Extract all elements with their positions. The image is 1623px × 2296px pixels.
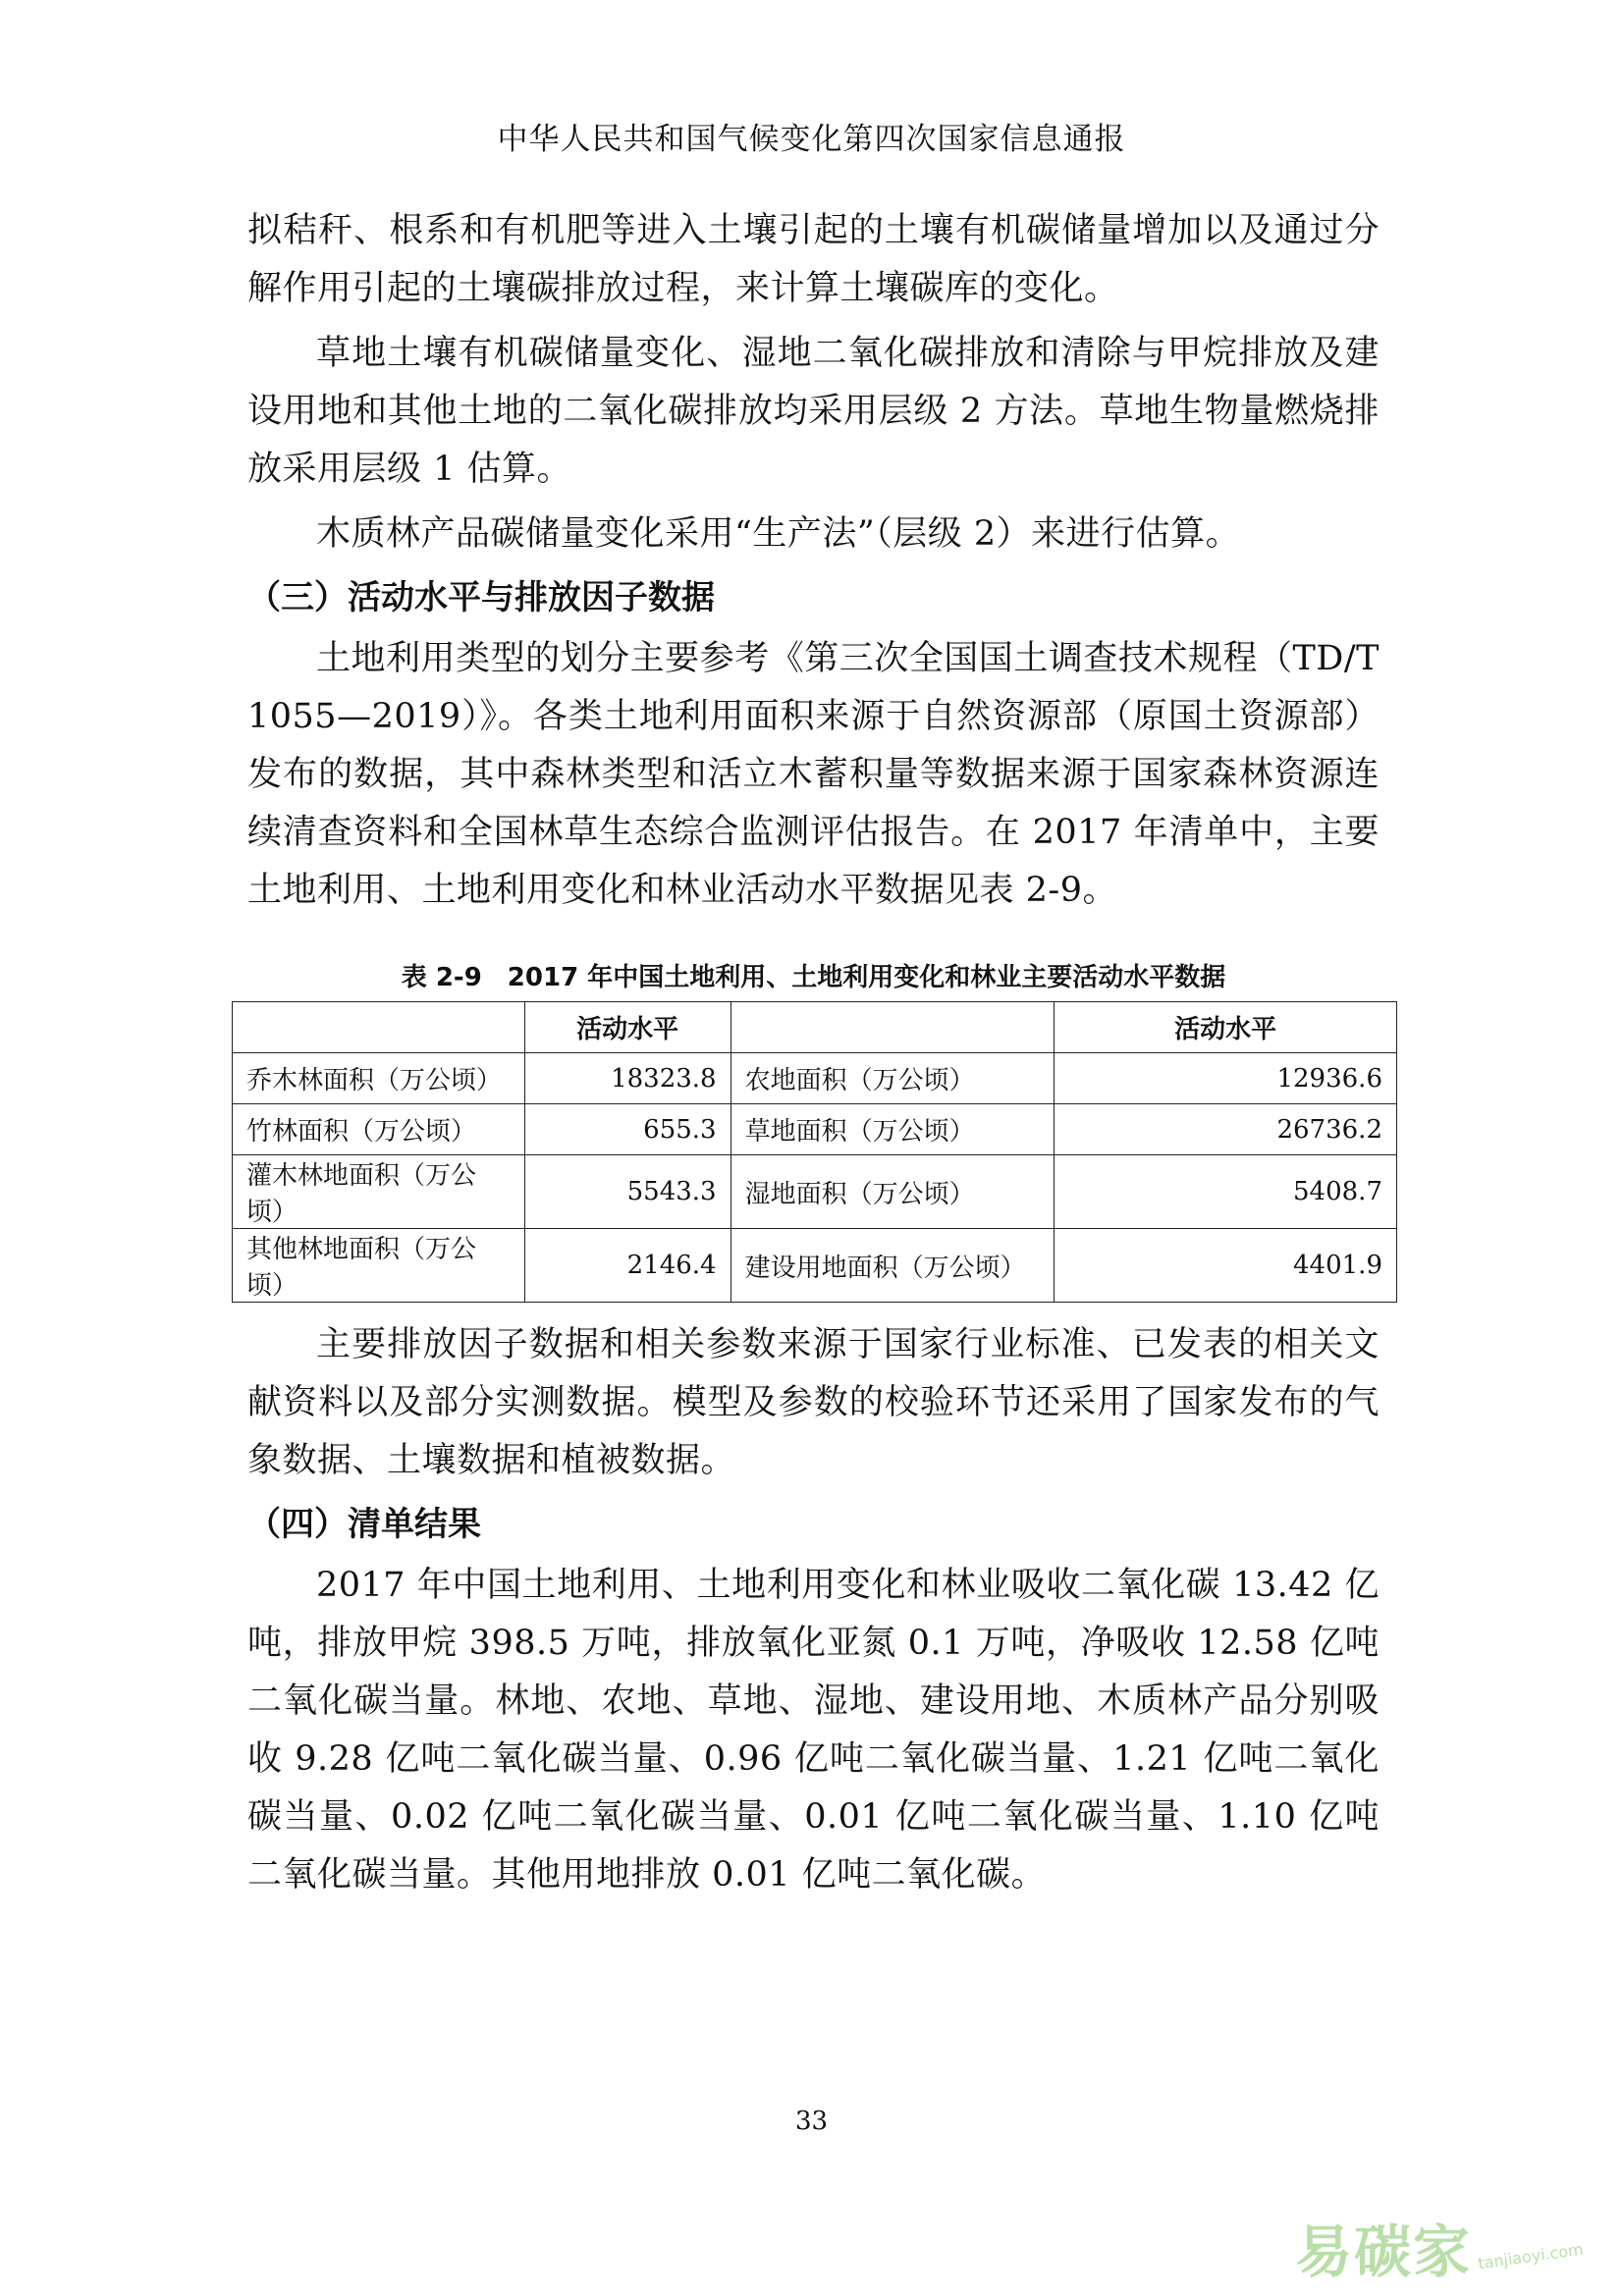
watermark-logo [1295, 2206, 1584, 2288]
watermark-url: tanjiaoyi.com [1477, 2239, 1585, 2272]
table-row [233, 1229, 1397, 1303]
table-header-row [233, 1002, 1397, 1053]
paragraph-5: 主要排放因子数据和相关参数来源于国家行业标准、已发表的相关文献资料以及部分实测数据。模型及参数的校验环节还采用了国家发布的气象数据、土壤数据和植被数据。 [247, 1325, 1380, 1480]
table-cell: 草地面积（万公顷） [730, 1104, 1055, 1155]
paragraph-1: 拟秸秆、根系和有机肥等进入土壤引起的土壤有机碳储量增加以及通过分解作用引起的土壤碳排放过程，来计算土壤碳库的变化。 [247, 211, 1380, 308]
table-row [233, 1053, 1397, 1104]
table-cell: 农地面积（万公顷） [730, 1053, 1055, 1104]
table-cell: 灌木林地面积（万公顷） [233, 1155, 525, 1229]
table-header-cell: 活动水平 [524, 1002, 730, 1053]
table-row [233, 1104, 1397, 1155]
section-heading-3: （三）活动水平与排放因子数据 [247, 578, 715, 617]
table-cell: 655.3 [524, 1104, 730, 1155]
running-header: 中华人民共和国气候变化第四次国家信息通报 [497, 122, 1126, 157]
table-cell: 4401.9 [1055, 1229, 1397, 1303]
table-cell: 5543.3 [524, 1155, 730, 1229]
table-cell: 2146.4 [524, 1229, 730, 1303]
table-caption: 表 2-9 2017 年中国土地利用、土地利用变化和林业主要活动水平数据 [401, 963, 1226, 992]
table-header-cell: 活动水平 [1055, 1002, 1397, 1053]
watermark-text: 易碳家 [1295, 2218, 1473, 2285]
paragraph-6: 2017 年中国土地利用、土地利用变化和林业吸收二氧化碳 13.42 亿吨，排放甲烷 398.5 万吨，排放氧化亚氮 0.1 万吨，净吸收 12.58 亿吨二氧化碳当量。林地、农地、草地、湿地、建设用地、木质林产品分别吸收 9.28 亿吨二氧化碳当量、0.96 亿吨二氧化碳当量、1.21 亿吨二氧化碳当量、0.02 亿吨二氧化碳当量、0.01 亿吨二氧化碳当量、1.10 亿吨二氧化碳当量。其他用地排放 0.01 亿吨二氧化碳。 [247, 1566, 1380, 1895]
document-body [247, 202, 1380, 1911]
table-cell: 5408.7 [1055, 1155, 1397, 1229]
table-cell: 竹林面积（万公顷） [233, 1104, 525, 1155]
activity-data-table [232, 1001, 1397, 1303]
table-cell: 湿地面积（万公顷） [730, 1155, 1055, 1229]
paragraph-3: 木质林产品碳储量变化采用“生产法”（层级 2）来进行估算。 [316, 514, 1241, 554]
table-cell: 12936.6 [1055, 1053, 1397, 1104]
paragraph-4: 土地利用类型的划分主要参考《第三次全国国土调查技术规程（TD/T 1055—2019）》。各类土地利用面积来源于自然资源部（原国土资源部）发布的数据，其中森林类型和活立木蓄积量等数据来源于国家森林资源连续清查资料和全国林草生态综合监测评估报告。在 2017 年清单中，主要土地利用、土地利用变化和林业活动水平数据见表 2-9。 [247, 639, 1380, 910]
table-cell: 建设用地面积（万公顷） [730, 1229, 1055, 1303]
table-row [233, 1155, 1397, 1229]
table-cell: 18323.8 [524, 1053, 730, 1104]
section-heading-4: （四）清单结果 [247, 1505, 481, 1544]
table-cell: 26736.2 [1055, 1104, 1397, 1155]
table-cell: 乔木林面积（万公顷） [233, 1053, 525, 1104]
table-header-cell [233, 1002, 525, 1053]
table-header-cell [730, 1002, 1055, 1053]
paragraph-2: 草地土壤有机碳储量变化、湿地二氧化碳排放和清除与甲烷排放及建设用地和其他土地的二氧化碳排放均采用层级 2 方法。草地生物量燃烧排放采用层级 1 估算。 [247, 334, 1380, 489]
page-number: 33 [794, 2107, 829, 2136]
table-cell: 其他林地面积（万公顷） [233, 1229, 525, 1303]
